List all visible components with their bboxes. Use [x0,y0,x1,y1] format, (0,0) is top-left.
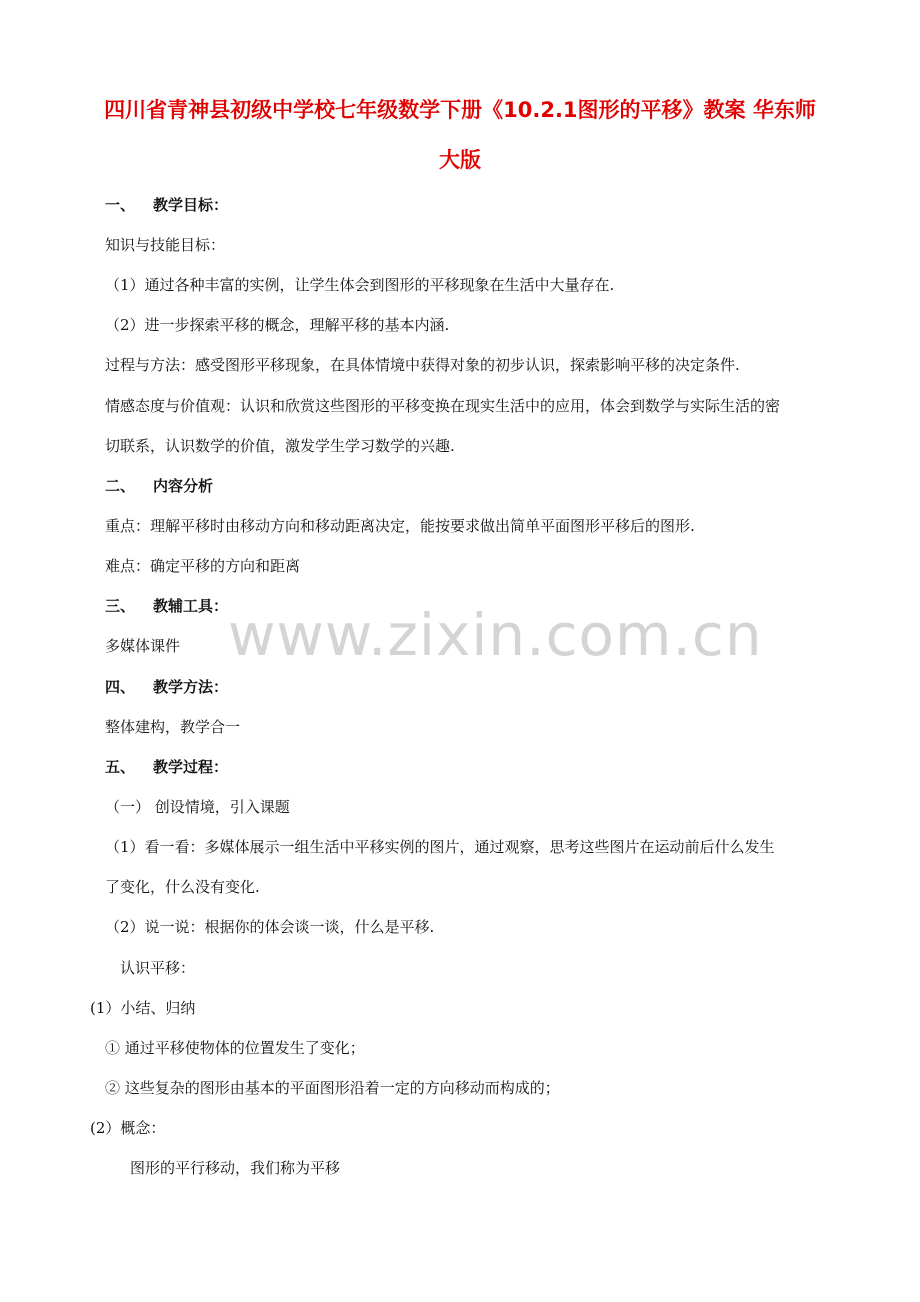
section-label: 教学目标： [153,196,229,214]
section-heading-process [105,757,228,777]
section-label: 教学过程： [153,758,229,776]
section-number: 四、 [105,678,136,696]
method-text: 整体建构，教学合一 [105,718,241,736]
look-text-line-2: 了变化，什么没有变化. [105,878,260,896]
emotion-text-line-1: 情感态度与价值观：认识和欣赏这些图形的平移变换在现实生活中的应用，体会到数学与实际生活的密 [105,397,781,415]
document-title-line-1: 四川省青神县初级中学校七年级数学下册《10.2.1图形的平移》教案 华东师 [104,98,816,122]
key-point-text: 重点：理解平移时由移动方向和移动距离决定，能按要求做出简单平面图形平移后的图形. [105,517,695,535]
section-heading-goals [105,195,228,215]
section-number: 五、 [105,758,136,776]
goal-item-2: （2）进一步探索平移的概念，理解平移的基本内涵. [105,316,450,334]
summary-heading: (1）小结、归纳 [90,999,196,1017]
know-translation-label: 认识平移： [120,959,196,977]
concept-definition: 图形的平行移动，我们称为平移 [130,1159,341,1177]
section-number: 三、 [105,597,136,615]
section-label: 教学方法： [153,678,229,696]
process-method-text: 过程与方法：感受图形平移现象，在具体情境中获得对象的初步认识，探索影响平移的决定条件. [105,356,740,374]
watermark-text: www.zixin.com.cn [228,601,763,669]
part-1-heading: （一） 创设情境，引入课题 [105,798,290,816]
section-heading-method [105,677,228,697]
summary-point-1: ① 通过平移使物体的位置发生了变化； [105,1039,365,1057]
difficulty-text: 难点：确定平移的方向和距离 [105,557,301,575]
section-label: 内容分析 [153,477,214,495]
knowledge-goal-label: 知识与技能目标： [105,236,226,254]
say-text: （2）说一说：根据你的体会谈一谈，什么是平移. [105,918,435,936]
tools-text: 多媒体课件 [105,637,181,655]
section-number: 一、 [105,196,136,214]
emotion-text-line-2: 切联系，认识数学的价值，激发学生学习数学的兴趣. [105,437,455,455]
section-heading-tools [105,596,228,616]
section-number: 二、 [105,477,136,495]
document-title-line-2: 大版 [439,148,481,172]
concept-heading: (2）概念： [90,1119,166,1137]
section-label: 教辅工具： [153,597,229,615]
summary-point-2: ② 这些复杂的图形由基本的平面图形沿着一定的方向移动而构成的； [105,1079,560,1097]
look-text-line-1: （1）看一看：多媒体展示一组生活中平移实例的图片，通过观察，思考这些图片在运动前后什么发生 [105,838,775,856]
section-heading-analysis [105,476,213,496]
goal-item-1: （1）通过各种丰富的实例，让学生体会到图形的平移现象在生活中大量存在. [105,276,615,294]
